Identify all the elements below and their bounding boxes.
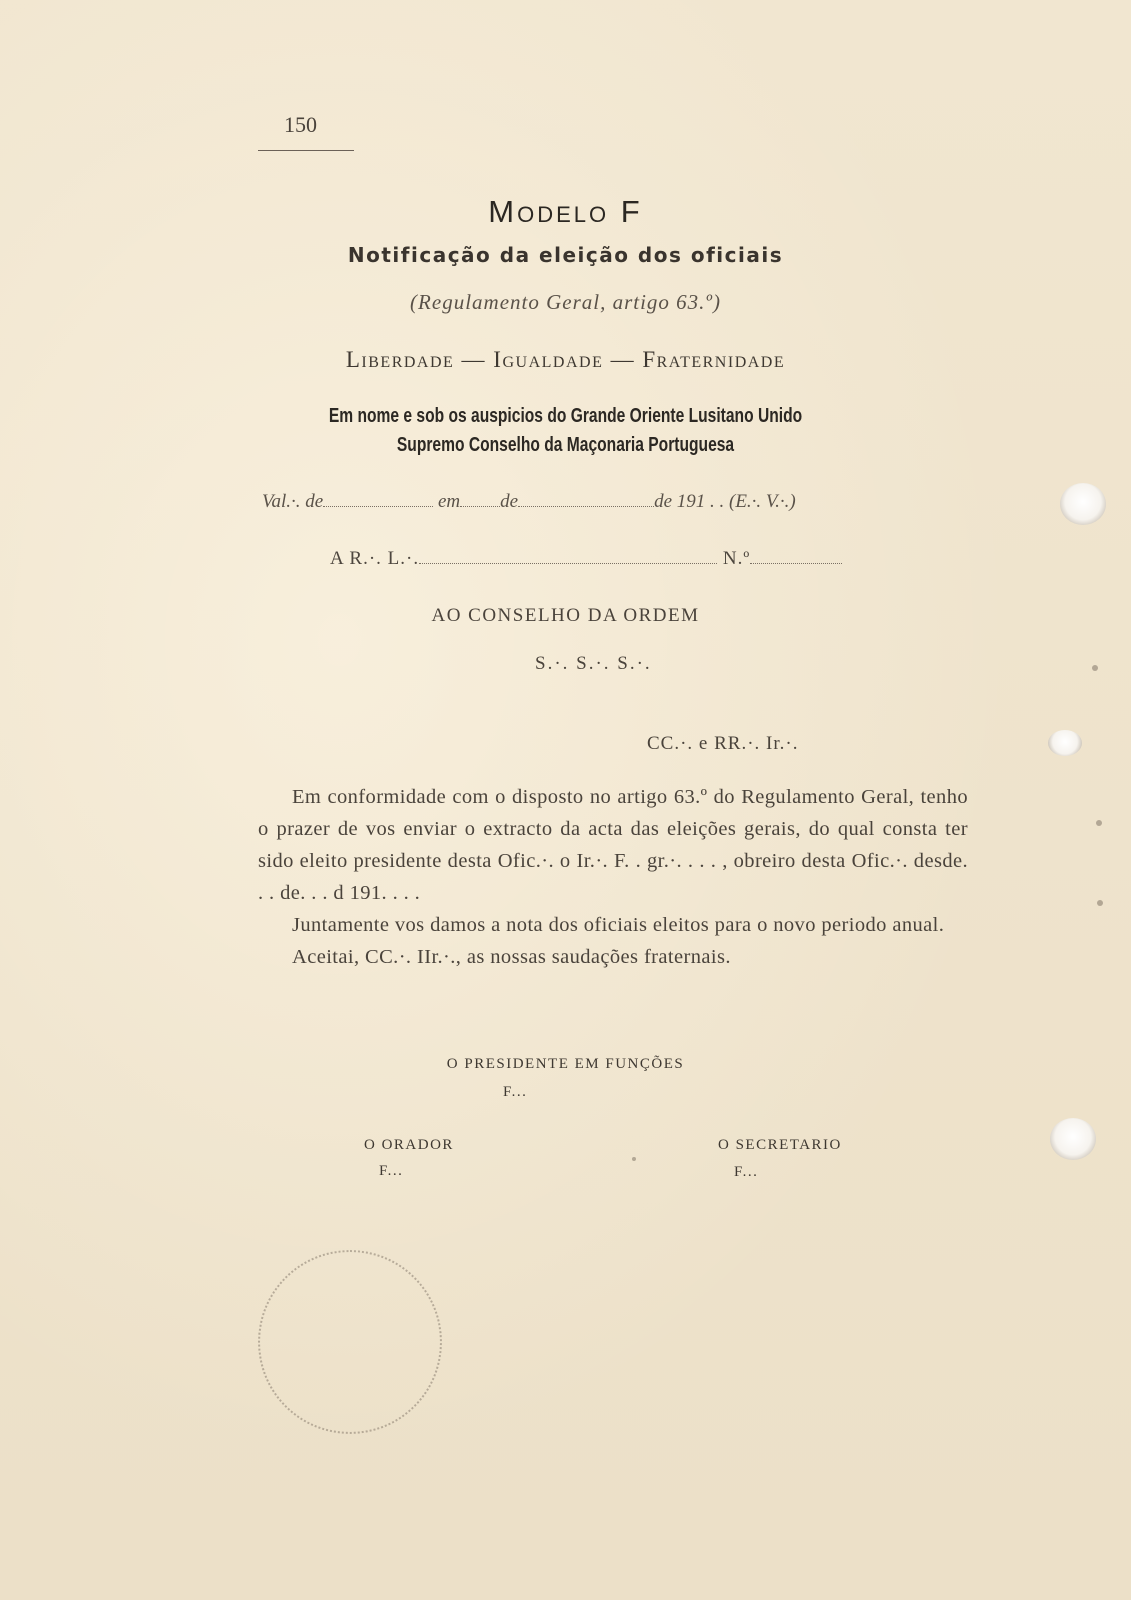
blank-field (419, 547, 717, 564)
punch-hole (1048, 730, 1082, 756)
secretario-title: O SECRETARIO (718, 1137, 842, 1153)
punch-hole (1050, 1118, 1096, 1160)
page-number-rule (258, 150, 354, 151)
document-subtitle: Notificação da eleição dos oficiais (347, 243, 784, 267)
date-line-em: em (437, 491, 461, 512)
date-line-de: de (500, 491, 519, 512)
blank-field (323, 490, 433, 507)
document-title: Modelo F (488, 194, 643, 229)
paper-mark (1092, 665, 1098, 671)
secretario-name: F... (734, 1164, 759, 1180)
auspices-line-2: Supremo Conselho da Maçonaria Portuguesa (396, 434, 735, 456)
orador-title: O ORADOR (364, 1137, 454, 1153)
president-name: F... (503, 1084, 528, 1100)
regulation-reference: (Regulamento Geral, artigo 63.º) (410, 290, 721, 314)
page-number: 150 (284, 112, 317, 137)
blank-field (750, 547, 842, 564)
president-title: O PRESIDENTE EM FUNÇÕES (446, 1056, 685, 1072)
date-line-year: de 191 (654, 491, 706, 512)
lodge-line (330, 547, 842, 570)
date-line-era: . . (E.·. V.·.) (710, 491, 796, 512)
paper-mark (1096, 820, 1102, 826)
auspices-line-1: Em nome e sob os auspicios do Grande Oriente Lusitano Unido (328, 405, 803, 427)
letter-body (258, 781, 968, 973)
blank-field (518, 490, 654, 507)
lodge-label: A R.·. L.·. (330, 548, 420, 569)
lodge-number-label: N.º (722, 548, 751, 569)
date-line-val: Val.·. de (262, 491, 324, 512)
body-paragraph-1: Em conformidade com o disposto no artigo 63.º do Regulamento Geral, tenho o prazer de vos enviar o extracto da acta das eleições gerais, do qual consta ter sido eleito presidente desta Ofic.·. o Ir.·. F. . gr.·. . . . , obreiro desta Ofic.·. desde. . . de. . . d 191. . . . (258, 786, 968, 904)
orador-name: F... (379, 1163, 404, 1179)
punch-hole (1060, 483, 1106, 525)
date-line (262, 490, 796, 513)
greeting-sss: S.·. S.·. S.·. (535, 653, 652, 674)
salutation: CC.·. e RR.·. Ir.·. (647, 733, 799, 754)
body-paragraph-2: Juntamente vos damos a nota dos oficiais eleitos para o novo periodo anual. (292, 914, 945, 936)
seal-placeholder (258, 1250, 442, 1434)
motto: Liberdade — Igualdade — Fraternidade (345, 347, 786, 372)
paper-mark (632, 1157, 636, 1161)
body-paragraph-3: Aceitai, CC.·. IIr.·., as nossas saudações fraternais. (292, 946, 731, 968)
addressee: AO CONSELHO DA ORDEM (431, 605, 700, 626)
blank-field (460, 490, 500, 507)
paper-mark (1097, 900, 1103, 906)
